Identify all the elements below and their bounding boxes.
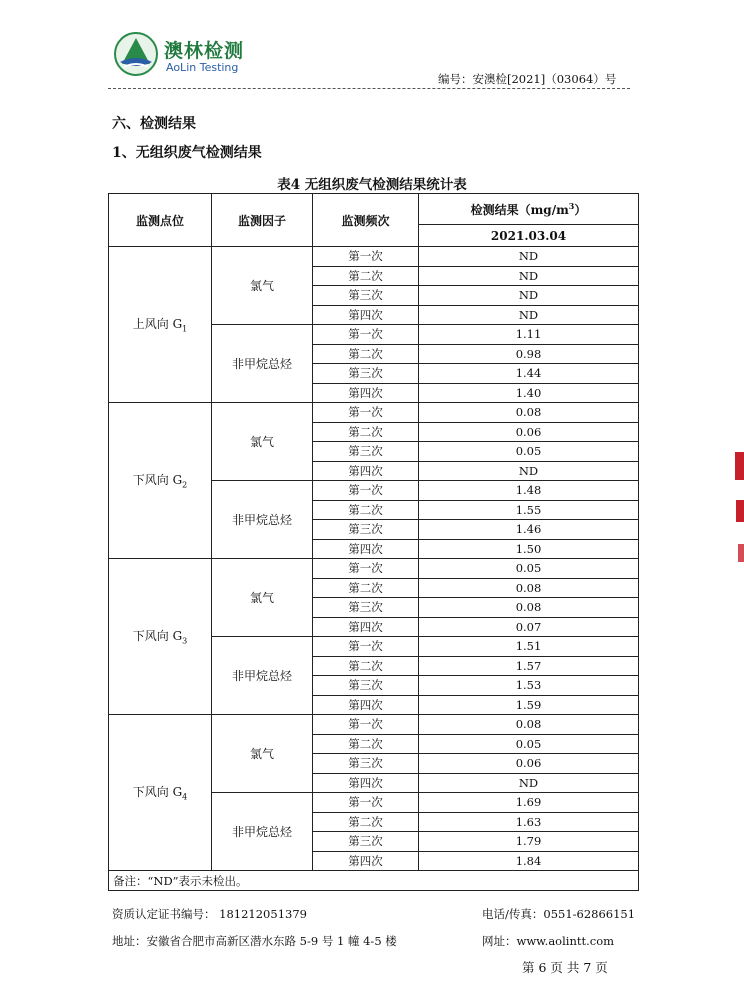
frequency-cell: 第四次	[313, 383, 419, 403]
result-value: 1.46	[419, 520, 639, 540]
result-value: 0.08	[419, 578, 639, 598]
logo-name: 澳林检测	[164, 40, 245, 62]
result-value: 1.53	[419, 676, 639, 696]
page-number: 第 6 页 共 7 页	[522, 960, 608, 975]
result-value: 1.55	[419, 500, 639, 520]
frequency-cell: 第三次	[313, 520, 419, 540]
monitoring-factor: 非甲烷总烃	[212, 481, 313, 559]
result-value: ND	[419, 461, 639, 481]
section-title: 六、检测结果	[112, 116, 196, 132]
result-value: ND	[419, 266, 639, 286]
table-row	[109, 715, 639, 735]
header-divider	[108, 88, 630, 89]
frequency-cell: 第二次	[313, 578, 419, 598]
frequency-cell: 第三次	[313, 364, 419, 384]
result-value: 0.06	[419, 422, 639, 442]
address: 地址：安徽省合肥市高新区潜水东路 5-9 号 1 幢 4-5 楼	[112, 934, 397, 948]
result-value: 1.40	[419, 383, 639, 403]
monitoring-factor: 氯气	[212, 247, 313, 325]
header-date: 2021.03.04	[419, 225, 639, 247]
result-value: 1.48	[419, 481, 639, 501]
header-frequency: 监测频次	[313, 194, 419, 247]
frequency-cell: 第一次	[313, 793, 419, 813]
monitoring-point: 下风向 $G_3$	[109, 559, 212, 715]
frequency-cell: 第二次	[313, 344, 419, 364]
result-value: 1.50	[419, 539, 639, 559]
logo-mark-icon	[112, 30, 160, 78]
frequency-cell: 第一次	[313, 403, 419, 423]
logo-english-name: AoLin Testing	[166, 61, 239, 74]
red-seal-edge	[733, 452, 744, 592]
monitoring-factor: 非甲烷总烃	[212, 325, 313, 403]
frequency-cell: 第一次	[313, 715, 419, 735]
result-value: 1.51	[419, 637, 639, 657]
frequency-cell: 第一次	[313, 325, 419, 345]
result-value: 1.59	[419, 695, 639, 715]
company-logo	[112, 30, 252, 82]
frequency-cell: 第三次	[313, 286, 419, 306]
result-value: 1.57	[419, 656, 639, 676]
result-value: ND	[419, 773, 639, 793]
monitoring-factor: 非甲烷总烃	[212, 637, 313, 715]
header-result: 检测结果$(mg/m^3)$	[419, 194, 639, 225]
result-value: ND	[419, 286, 639, 306]
frequency-cell: 第三次	[313, 676, 419, 696]
frequency-cell: 第二次	[313, 422, 419, 442]
monitoring-factor: 氯气	[212, 559, 313, 637]
frequency-cell: 第三次	[313, 442, 419, 462]
frequency-cell: 第四次	[313, 305, 419, 325]
monitoring-point: 上风向 $G_1$	[109, 247, 212, 403]
table-row	[109, 559, 639, 579]
monitoring-factor: 氯气	[212, 715, 313, 793]
phone-fax: 电话/传真：0551-62866151	[482, 907, 636, 921]
header-factor: 监测因子	[212, 194, 313, 247]
frequency-cell: 第四次	[313, 695, 419, 715]
frequency-cell: 第四次	[313, 617, 419, 637]
frequency-cell: 第一次	[313, 247, 419, 267]
result-value: 0.98	[419, 344, 639, 364]
table-note: 备注：“ND”表示未检出。	[109, 871, 639, 891]
result-value: 1.84	[419, 851, 639, 871]
result-value: 1.63	[419, 812, 639, 832]
result-value: 0.08	[419, 403, 639, 423]
result-value: ND	[419, 305, 639, 325]
result-value: 0.06	[419, 754, 639, 774]
frequency-cell: 第一次	[313, 481, 419, 501]
result-value: 1.11	[419, 325, 639, 345]
result-value: 1.44	[419, 364, 639, 384]
result-value: 0.05	[419, 559, 639, 579]
monitoring-factor: 非甲烷总烃	[212, 793, 313, 871]
result-value: ND	[419, 247, 639, 267]
frequency-cell: 第四次	[313, 461, 419, 481]
table-title: 表4 无组织废气检测结果统计表	[277, 177, 467, 193]
result-value: 0.05	[419, 442, 639, 462]
frequency-cell: 第二次	[313, 656, 419, 676]
frequency-cell: 第二次	[313, 812, 419, 832]
frequency-cell: 第三次	[313, 754, 419, 774]
frequency-cell: 第四次	[313, 851, 419, 871]
result-value: 0.08	[419, 598, 639, 618]
report-number	[438, 71, 616, 87]
report-number-label: 编号：	[438, 72, 473, 86]
frequency-cell: 第二次	[313, 266, 419, 286]
result-value: 1.69	[419, 793, 639, 813]
result-value: 1.79	[419, 832, 639, 852]
frequency-cell: 第一次	[313, 559, 419, 579]
frequency-cell: 第四次	[313, 539, 419, 559]
result-value: 0.08	[419, 715, 639, 735]
frequency-cell: 第一次	[313, 637, 419, 657]
frequency-cell: 第三次	[313, 598, 419, 618]
table-row	[109, 247, 639, 267]
monitoring-point: 下风向 $G_4$	[109, 715, 212, 871]
frequency-cell: 第二次	[313, 734, 419, 754]
monitoring-factor: 氯气	[212, 403, 313, 481]
header-point: 监测点位	[109, 194, 212, 247]
certificate-number: 资质认定证书编号： 181212051379	[112, 907, 307, 921]
frequency-cell: 第四次	[313, 773, 419, 793]
subsection-title: 1、无组织废气检测结果	[112, 145, 262, 161]
report-number-value: 安澳检[2021]（03064）号	[472, 72, 617, 86]
website: 网址：www.aolintt.com	[482, 934, 615, 948]
results-table	[108, 193, 639, 891]
result-value: 0.07	[419, 617, 639, 637]
table-row	[109, 403, 639, 423]
frequency-cell: 第二次	[313, 500, 419, 520]
frequency-cell: 第三次	[313, 832, 419, 852]
monitoring-point: 下风向 $G_2$	[109, 403, 212, 559]
result-value: 0.05	[419, 734, 639, 754]
